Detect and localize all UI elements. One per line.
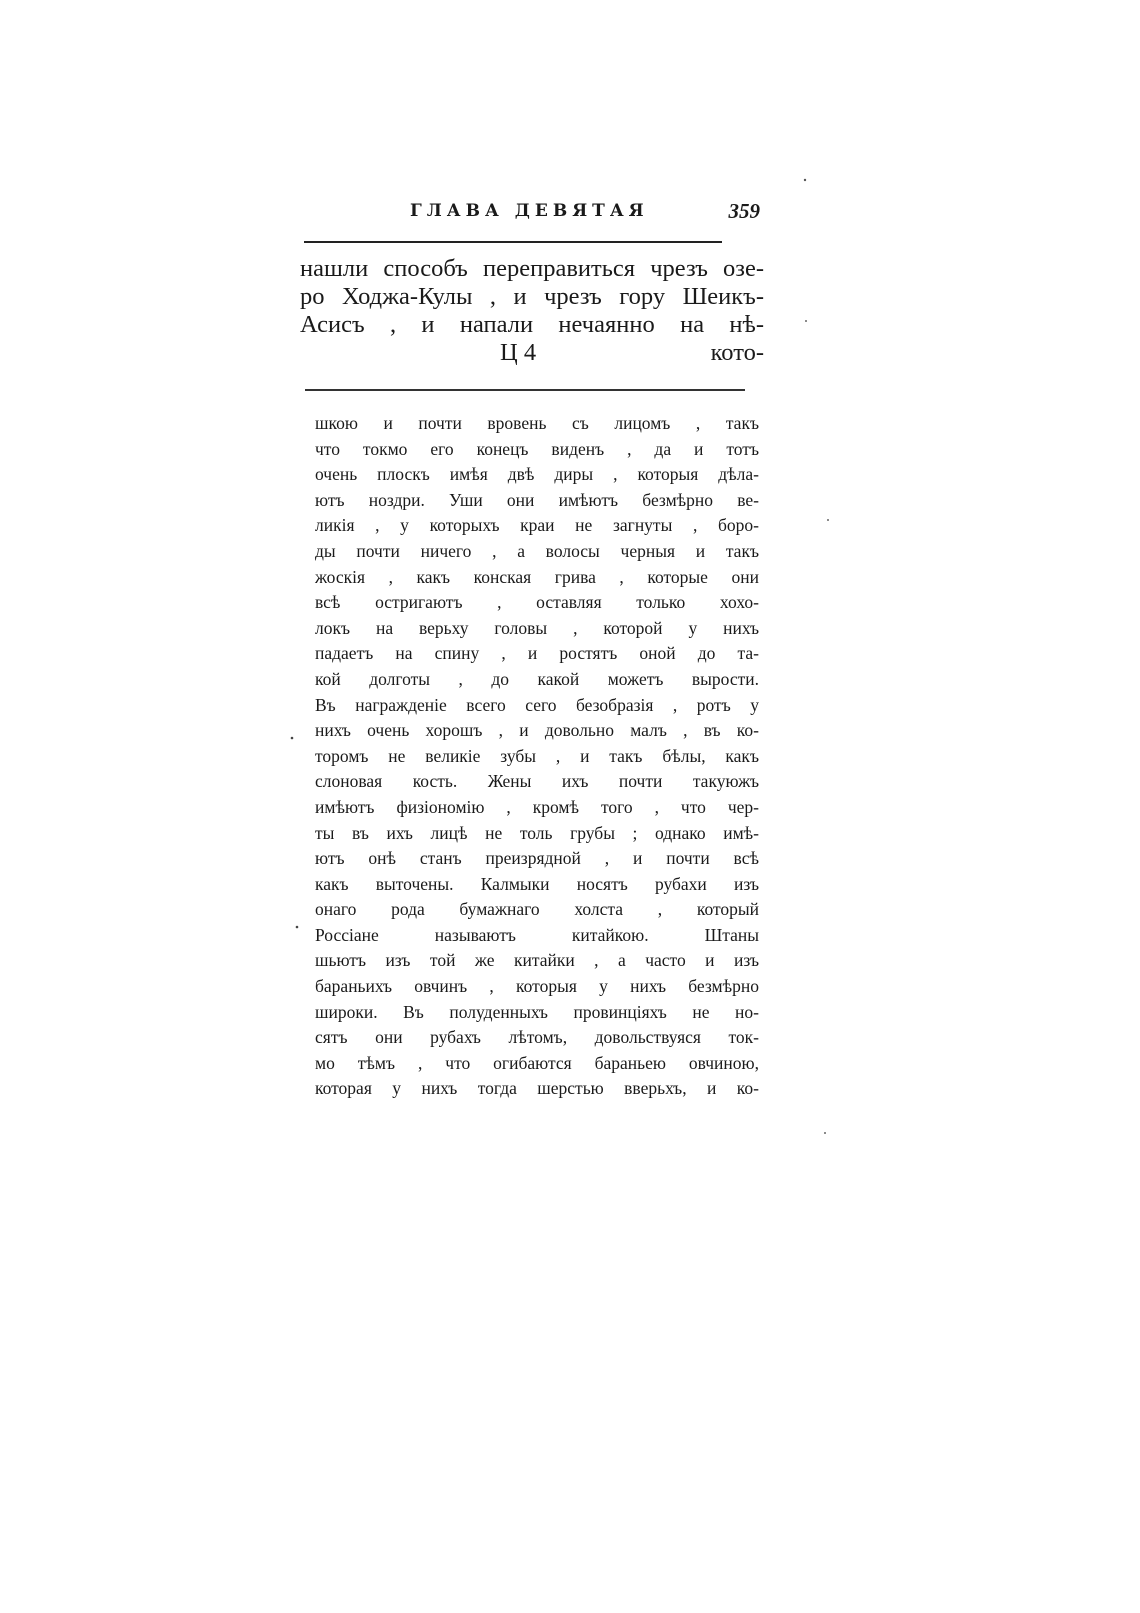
lower-text-line: бараньихъ овчинъ , которыя у нихъ безмѣрно [315, 976, 759, 997]
lower-text-line: мо тѣмъ , что огибаются бараньею овчиною, [315, 1052, 759, 1073]
lower-text-line: ютъ ноздри. Уши они имѣютъ безмѣрно ве- [315, 489, 759, 510]
lower-text-line: всѣ остригаютъ , оставляя только хохо- [315, 592, 759, 613]
lower-text-line: широки. Въ полуденныхъ провинціяхъ не но- [315, 1001, 759, 1022]
scan-speck [805, 320, 807, 322]
lower-text-line: которая у нихъ тогда шерстью вверьхъ, и ко- [315, 1078, 759, 1099]
catchword: кото- [710, 339, 764, 366]
page-number: 359 [728, 199, 760, 223]
running-title: ГЛАВА ДЕВЯТАЯ [410, 201, 649, 221]
upper-text-line: Асисъ , и напали нечаянно на нѣ- [300, 311, 764, 338]
scan-speck [804, 179, 806, 181]
scan-speck [827, 519, 829, 521]
lower-text-line: онаго рода бумажнаго холста , который [315, 899, 759, 920]
lower-text-line: нихъ очень хорошъ , и довольно малъ , въ ко- [315, 720, 759, 741]
lower-text-line: локъ на верьху головы , которой у нихъ [315, 617, 759, 638]
lower-text-line: сятъ они рубахъ лѣтомъ, довольствуяся ток- [315, 1027, 759, 1048]
upper-text-line: ро Ходжа-Кулы , и чрезъ гору Шеикъ- [300, 283, 764, 310]
printer-signature: Ц 4 [500, 339, 537, 366]
lower-text-line: ликія , у которыхъ краи не загнуты , боро- [315, 515, 759, 536]
lower-text-line: слоновая кость. Жены ихъ почти такуюжъ [315, 771, 759, 792]
lower-text-line: какъ выточены. Калмыки носятъ рубахи изъ [315, 873, 759, 894]
lower-text-line: ды почти ничего , а волосы черныя и такъ [315, 540, 759, 561]
lower-text-line: очень плоскъ имѣя двѣ диры , которыя дѣла- [315, 464, 759, 485]
lower-text-line: кой долготы , до какой можетъ вырости. [315, 668, 759, 689]
lower-text-line: шьютъ изъ той же китайки , а часто и изъ [315, 950, 759, 971]
lower-text-line: Россіане называютъ китайкою. Штаны [315, 924, 759, 945]
lower-text-line: ютъ онѣ станъ преизрядной , и почти всѣ [315, 848, 759, 869]
lower-text-line: Въ награжденіе всего сего безобразія , ротъ у [315, 694, 759, 715]
lower-text-line: что токмо его конецъ виденъ , да и тотъ [315, 438, 759, 459]
lower-text-line: падаетъ на спину , и ростятъ оной до та- [315, 643, 759, 664]
lower-text-line: шкою и почти вровень съ лицомъ , такъ [315, 413, 759, 433]
lower-text-line: ты въ ихъ лицѣ не толь грубы ; однако имѣ- [315, 822, 759, 843]
lower-text-line: имѣютъ физіономію , кромѣ того , что чер- [315, 796, 759, 817]
lower-text-line: торомъ не великіе зубы , и такъ бѣлы, какъ [315, 745, 759, 766]
scan-speck [291, 737, 294, 740]
upper-text-line: нашли способъ переправиться чрезъ озе- [300, 255, 764, 282]
scan-speck [296, 926, 299, 929]
lower-text-line: жоскія , какъ конская грива , которые они [315, 566, 759, 587]
scan-speck [824, 1132, 826, 1134]
